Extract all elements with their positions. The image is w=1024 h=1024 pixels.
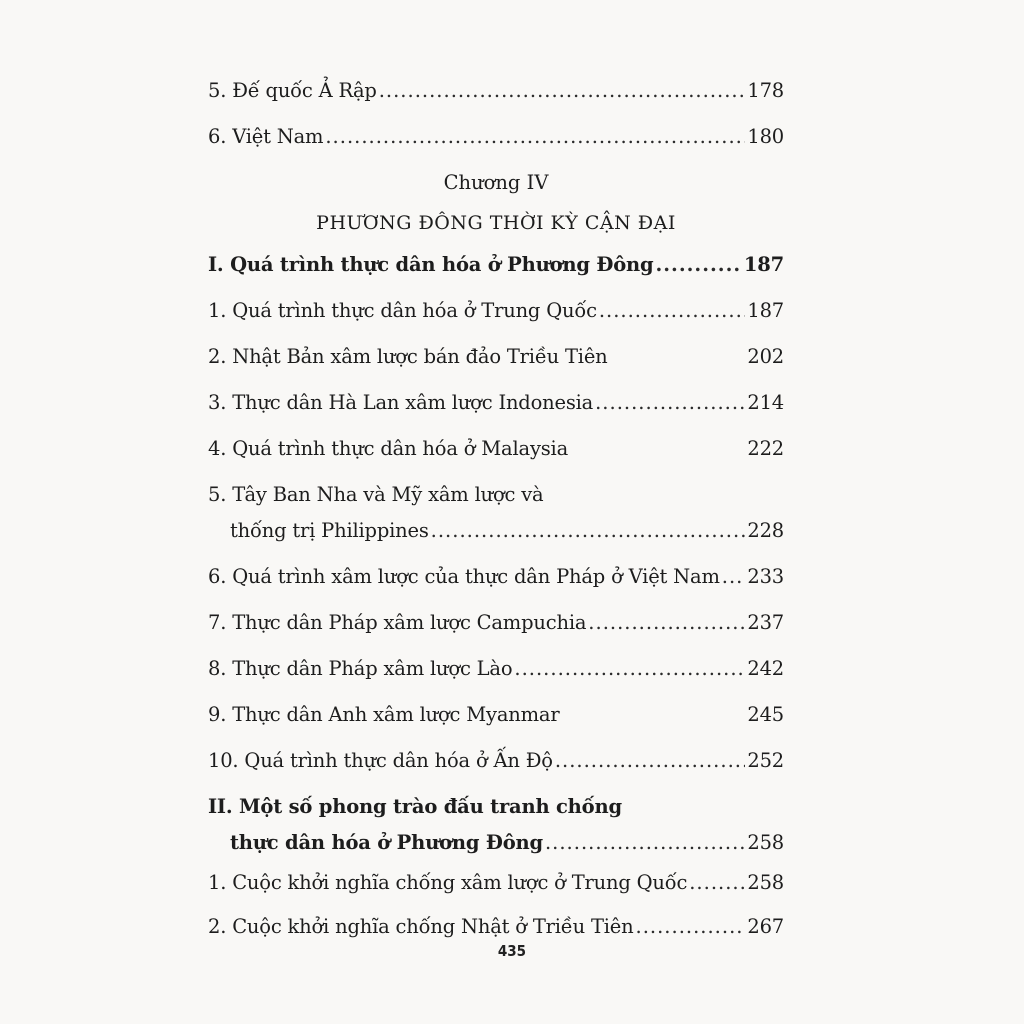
chapter-title: PHƯƠNG ĐÔNG THỜI KỲ CẬN ĐẠI	[316, 212, 676, 234]
toc-entry-title: 8. Thực dân Pháp xâm lược Lào	[208, 657, 513, 680]
toc-entry-page: 237	[747, 611, 784, 634]
leader-dots	[555, 748, 746, 774]
section-title: I. Quá trình thực dân hóa ở Phương Đông	[208, 253, 654, 276]
leader-dots	[588, 610, 745, 636]
toc-entry	[208, 78, 784, 104]
leader-dots	[514, 656, 745, 682]
leader-dots	[379, 78, 746, 104]
toc-entry-title: 6. Quá trình xâm lược của thực dân Pháp ở Việt Nam	[208, 565, 720, 588]
toc-entry	[208, 656, 784, 682]
toc-entry-page: 258	[747, 871, 784, 894]
toc-entry-page: 267	[747, 915, 784, 938]
toc-entry	[208, 748, 784, 774]
toc-entry-title: 1. Quá trình thực dân hóa ở Trung Quốc	[208, 299, 597, 322]
toc-entry-title: 6. Việt Nam	[208, 125, 324, 148]
toc-entry-title: 7. Thực dân Pháp xâm lược Campuchia	[208, 611, 587, 634]
leader-dots	[689, 870, 745, 896]
leader-dots	[545, 830, 745, 856]
toc-entry-title-continued: thống trị Philippines	[230, 519, 429, 542]
toc-entry-title: 2. Cuộc khởi nghĩa chống Nhật ở Triều Tiên	[208, 915, 634, 938]
page-number: 435	[497, 942, 527, 960]
toc-entry-title: 3. Thực dân Hà Lan xâm lược Indonesia	[208, 391, 594, 414]
toc-entry-page: 187	[747, 299, 784, 322]
toc-entry	[208, 344, 784, 370]
section-title-continued: thực dân hóa ở Phương Đông	[230, 831, 543, 854]
toc-entry	[208, 870, 784, 896]
toc-entry-page: 233	[747, 565, 784, 588]
toc-entry-page: 214	[747, 391, 784, 414]
toc-entry-page: 242	[747, 657, 784, 680]
leader-dots	[655, 252, 741, 278]
toc-entry-title: 9. Thực dân Anh xâm lược Myanmar	[208, 703, 560, 726]
toc-entry-title: 4. Quá trình thực dân hóa ở Malaysia	[208, 437, 569, 460]
section-heading	[208, 794, 784, 856]
leader-dots	[599, 298, 746, 324]
toc-entry-title: 5. Tây Ban Nha và Mỹ xâm lược và	[208, 483, 544, 506]
toc-entry-page: 222	[747, 437, 784, 460]
toc-entry-page: 202	[747, 345, 784, 368]
section-page: 258	[747, 831, 784, 854]
toc-entry	[208, 436, 784, 462]
toc-entry-page: 178	[747, 79, 784, 102]
toc-entry-title: 1. Cuộc khởi nghĩa chống xâm lược ở Trung Quốc	[208, 871, 688, 894]
toc-entry	[208, 124, 784, 150]
table-of-contents	[208, 72, 784, 940]
leader-dots	[431, 518, 746, 544]
toc-entry	[208, 564, 784, 590]
toc-entry-title: 10. Quá trình thực dân hóa ở Ấn Độ	[208, 749, 553, 772]
leader-dots	[722, 564, 746, 590]
toc-entry-page: 228	[747, 519, 784, 542]
section-page: 187	[743, 253, 784, 276]
toc-entry-title: 2. Nhật Bản xâm lược bán đảo Triều Tiên	[208, 345, 608, 368]
toc-entry-page: 252	[747, 749, 784, 772]
section-title: II. Một số phong trào đấu tranh chống	[208, 795, 622, 818]
toc-entry-title: 5. Đế quốc Ả Rập	[208, 79, 377, 102]
toc-entry-page: 245	[747, 703, 784, 726]
leader-dots	[595, 390, 745, 416]
leader-dots	[325, 124, 745, 150]
leader-dots	[636, 914, 746, 940]
toc-entry-page: 180	[747, 125, 784, 148]
toc-entry	[208, 482, 784, 544]
toc-entry	[208, 610, 784, 636]
toc-entry	[208, 914, 784, 940]
chapter-label: Chương IV	[443, 171, 549, 194]
toc-entry	[208, 390, 784, 416]
toc-entry	[208, 298, 784, 324]
toc-entry	[208, 702, 784, 728]
section-heading	[208, 252, 784, 278]
